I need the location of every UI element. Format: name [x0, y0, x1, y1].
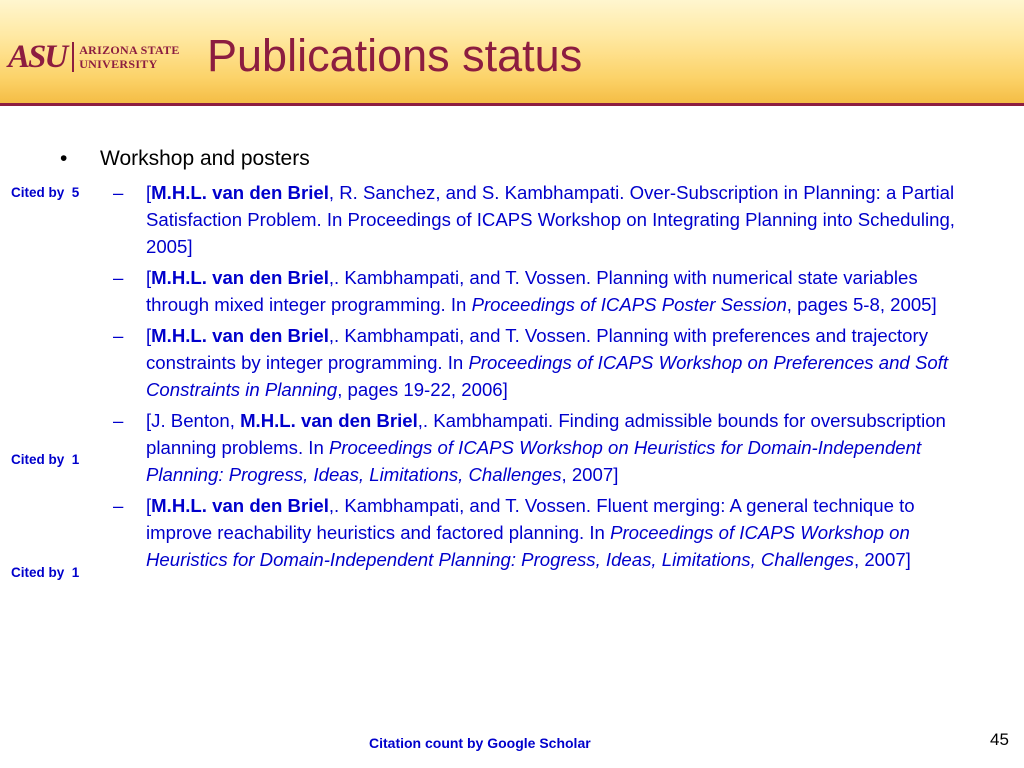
ref-suffix: , 2007]: [853, 549, 911, 570]
footer-note: Citation count by Google Scholar: [369, 735, 591, 751]
dash-icon: –: [113, 325, 124, 346]
logo-line-2: UNIVERSITY: [79, 57, 158, 71]
ref-venue: Proceedings of ICAPS Poster Session: [471, 294, 787, 315]
bullet-icon: •: [60, 147, 68, 170]
citation-count: Cited by 1: [11, 565, 80, 580]
ref-author: M.H.L. van den Briel: [151, 267, 329, 288]
ref-author: M.H.L. van den Briel: [151, 325, 329, 346]
ref-text: ,. Kambhampati, and T. Vossen. Planning with numerical state variables through mixed integer programming. In: [146, 267, 918, 315]
ref-suffix: , pages 5-8, 2005]: [786, 294, 937, 315]
ref-prefix: [: [146, 182, 152, 203]
asu-logo-wordmark: [79, 43, 179, 71]
slide-title: Publications status: [207, 30, 583, 81]
ref-venue: Proceedings of ICAPS Workshop on Heuristics for Domain-Independent Planning: Progress, Ideas, Limitations, Challenges: [146, 437, 922, 485]
ref-prefix: [: [146, 267, 152, 288]
reference-item: [113, 492, 983, 573]
asu-logo-mark: ASU: [8, 38, 67, 75]
logo-divider: [72, 42, 74, 72]
section-heading: [60, 145, 310, 173]
dash-icon: –: [113, 495, 124, 516]
ref-suffix: , pages 19-22, 2006]: [337, 379, 508, 400]
citation-count: Cited by 1: [11, 452, 80, 467]
header-rule: [0, 103, 1024, 106]
ref-text: ,. Kambhampati. Finding admissible bounds for oversubscription planning problems. In: [146, 410, 946, 458]
ref-text: , R. Sanchez, and S. Kambhampati. Over-Subscription in Planning: a Partial Satisfaction Problem. In Proceedings of ICAPS Workshop on Integrating Planning into Scheduling, 2005]: [146, 182, 955, 257]
reference-item: [113, 322, 983, 403]
citation-count: Cited by 5: [11, 185, 80, 200]
ref-author: M.H.L. van den Briel: [151, 182, 329, 203]
ref-author: M.H.L. van den Briel: [151, 495, 329, 516]
ref-text: ,. Kambhampati, and T. Vossen. Planning with preferences and trajectory constraints by integer programming. In: [146, 325, 929, 373]
ref-suffix: , 2007]: [561, 464, 619, 485]
reference-item: [113, 264, 983, 318]
ref-text: ,. Kambhampati, and T. Vossen. Fluent merging: A general technique to improve reachability heuristics and factored planning. In: [146, 495, 915, 543]
ref-venue: Proceedings of ICAPS Workshop on Heuristics for Domain-Independent Planning: Progress, Ideas, Limitations, Challenges: [146, 522, 910, 570]
section-label: Workshop and posters: [100, 147, 310, 170]
dash-icon: –: [113, 267, 124, 288]
ref-prefix: [J. Benton,: [146, 410, 241, 431]
dash-icon: –: [113, 410, 124, 431]
page-number: 45: [990, 730, 1009, 749]
asu-logo: [8, 40, 180, 74]
logo-line-1: ARIZONA STATE: [79, 43, 180, 57]
ref-prefix: [: [146, 495, 152, 516]
ref-prefix: [: [146, 325, 152, 346]
reference-list: [113, 179, 983, 577]
ref-author: M.H.L. van den Briel: [240, 410, 418, 431]
reference-item: [113, 179, 983, 260]
ref-venue: Proceedings of ICAPS Workshop on Preferences and Soft Constraints in Planning: [146, 352, 949, 400]
reference-item: [113, 407, 983, 488]
dash-icon: –: [113, 182, 124, 203]
